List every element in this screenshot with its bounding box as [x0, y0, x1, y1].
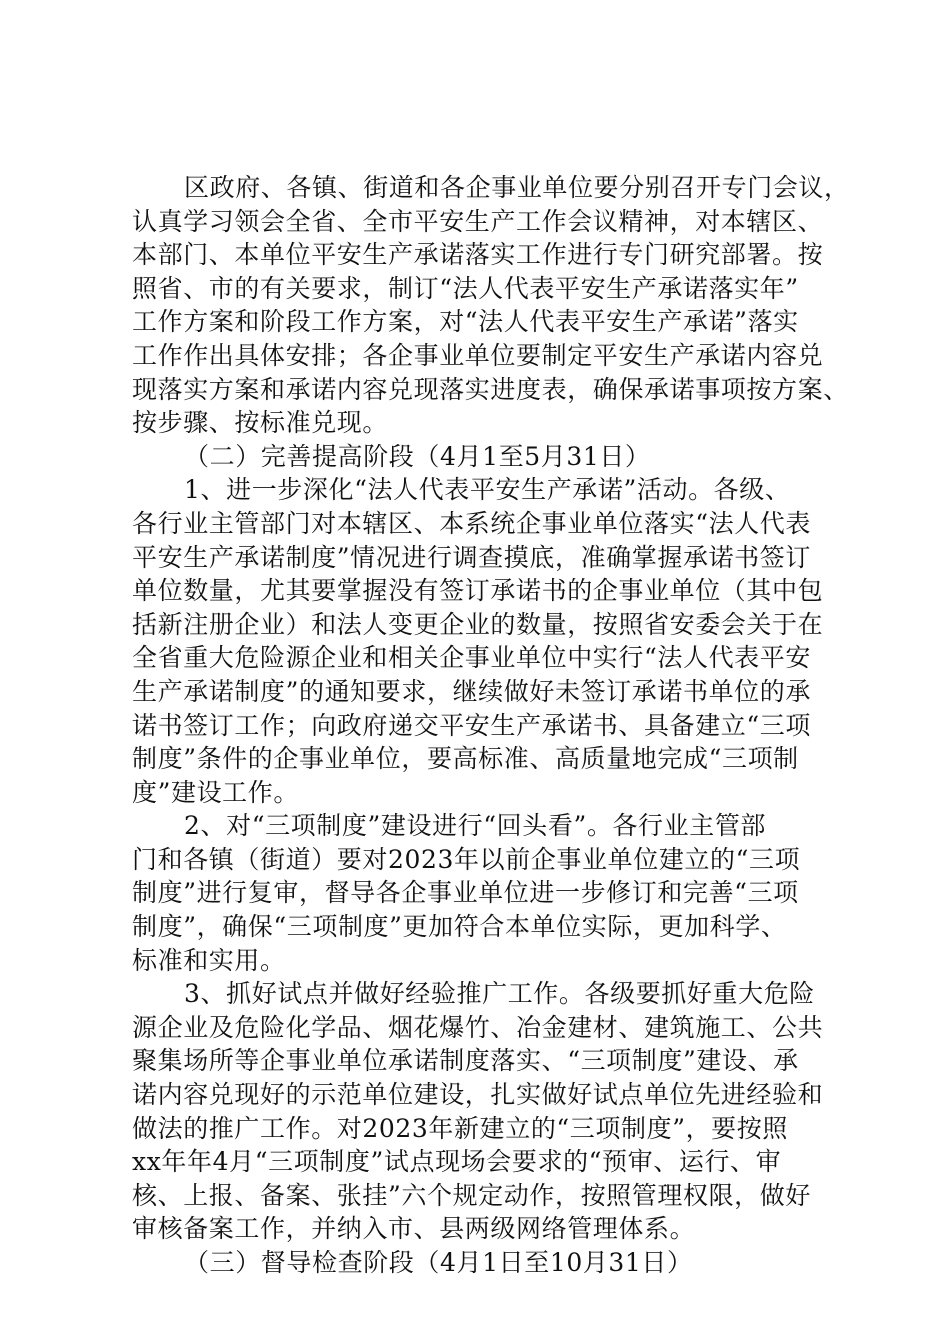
text-line: 工作作出具体安排；各企事业单位要制定平安生产承诺内容兑: [132, 340, 824, 370]
heading-line: （二）完善提高阶段（4月1至5月31日）: [184, 441, 651, 471]
text-line: 现落实方案和承诺内容兑现落实进度表，确保承诺事项按方案、: [132, 374, 849, 404]
text-line: 3、抓好试点并做好经验推广工作。各级要抓好重大危险: [184, 979, 815, 1009]
text-line: 度”建设工作。: [132, 777, 299, 807]
text-line: 各行业主管部门对本辖区、本系统企事业单位落实“法人代表: [132, 508, 811, 538]
text-line: 按步骤、按标准兑现。: [132, 408, 389, 438]
text-line: 工作方案和阶段工作方案，对“法人代表平安生产承诺”落实: [132, 307, 799, 337]
text-line: 标准和实用。: [132, 945, 286, 975]
text-line: 聚集场所等企事业单位承诺制度落实、“三项制度”建设、承: [132, 1046, 799, 1076]
text-line: 制度”条件的企事业单位，要高标准、高质量地完成“三项制: [132, 744, 799, 774]
text-line: 审核备案工作，并纳入市、县两级网络管理体系。: [132, 1214, 696, 1244]
section-heading-improvement-stage: [132, 440, 840, 474]
text-line: 核、上报、备案、张挂”六个规定动作，按照管理权限，做好: [132, 1180, 811, 1210]
text-line: 单位数量，尤其要掌握没有签订承诺书的企事业单位（其中包: [132, 576, 824, 606]
paragraph-item-3: [132, 977, 840, 1246]
text-line: 全省重大危险源企业和相关企事业单位中实行“法人代表平安: [132, 643, 811, 673]
text-line: 1、进一步深化“法人代表平安生产承诺”活动。各级、: [184, 475, 791, 505]
paragraph-item-1: [132, 473, 840, 809]
text-line: 生产承诺制度”的通知要求，继续做好未签订承诺书单位的承: [132, 676, 811, 706]
text-line: xx年年4月“三项制度”试点现场会要求的“预审、运行、审: [132, 1147, 782, 1177]
heading-line: （三）督导检查阶段（4月1日至10月31日）: [184, 1248, 693, 1277]
text-line: 区政府、各镇、街道和各企事业单位要分别召开专门会议，: [184, 173, 850, 202]
text-line: 门和各镇（街道）要对2023年以前企事业单位建立的“三项: [132, 844, 801, 874]
text-line: 照省、市的有关要求，制订“法人代表平安生产承诺落实年”: [132, 273, 799, 303]
paragraph-item-2: [132, 809, 840, 977]
text-line: 制度”，确保“三项制度”更加符合本单位实际，更加科学、: [132, 912, 787, 942]
paragraph-meeting-deployment: [132, 171, 850, 440]
text-line: 做法的推广工作。对2023年新建立的“三项制度”，要按照: [132, 1113, 788, 1143]
text-line: 诺书签订工作；向政府递交平安生产承诺书、具备建立“三项: [132, 710, 811, 740]
text-line: 括新注册企业）和法人变更企业的数量，按照省安委会关于在: [132, 609, 824, 639]
text-line: 诺内容兑现好的示范单位建设，扎实做好试点单位先进经验和: [132, 1080, 824, 1110]
text-line: 平安生产承诺制度”情况进行调查摸底，准确掌握承诺书签订: [132, 542, 811, 572]
text-line: 源企业及危险化学品、烟花爆竹、冶金建材、建筑施工、公共: [132, 1012, 824, 1042]
section-heading-supervision-stage: [132, 1246, 840, 1280]
text-line: 制度”进行复审，督导各企事业单位进一步修订和完善“三项: [132, 878, 799, 908]
text-line: 2、对“三项制度”建设进行“回头看”。各行业主管部: [184, 811, 767, 841]
document-body: [132, 171, 850, 1280]
text-line: 本部门、本单位平安生产承诺落实工作进行专门研究部署。按: [132, 240, 824, 270]
text-line: 认真学习领会全省、全市平安生产工作会议精神，对本辖区、: [132, 206, 824, 236]
